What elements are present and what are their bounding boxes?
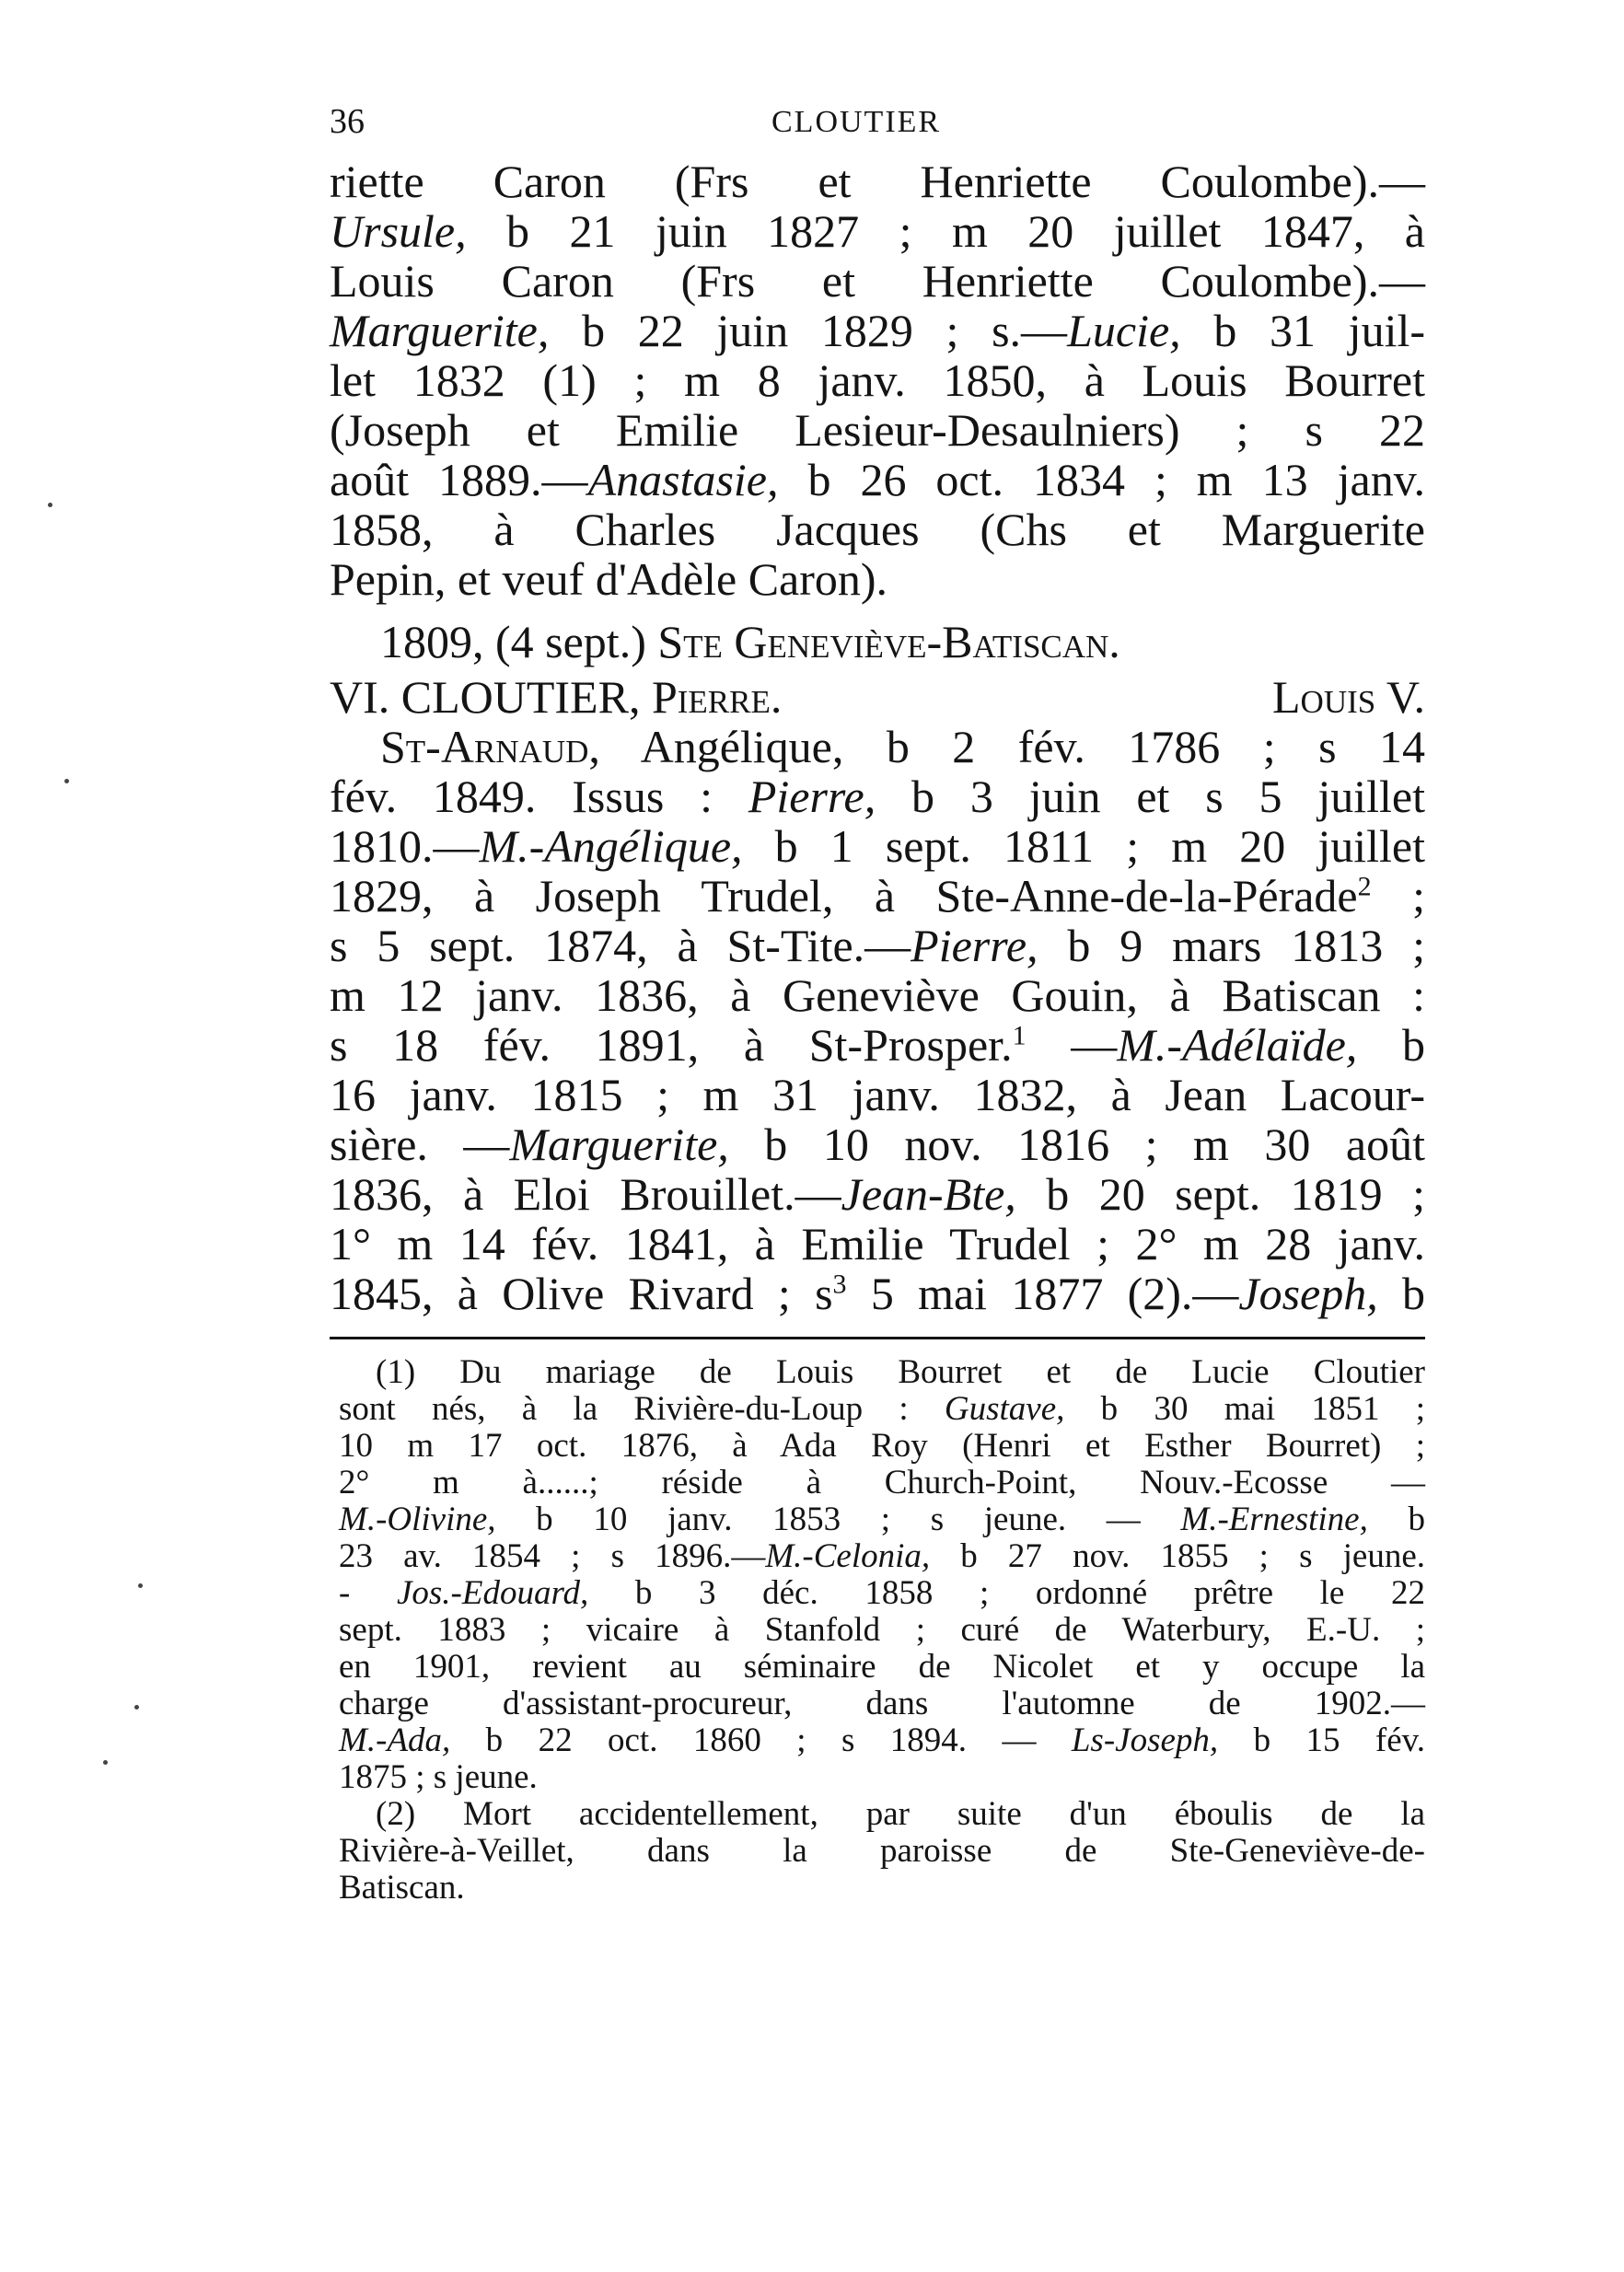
name-pierre: Pierre, bbox=[911, 920, 1038, 971]
name-m-ernestine: M.-Ernestine, bbox=[1180, 1501, 1368, 1538]
page-number: 36 bbox=[330, 102, 365, 141]
text-line bbox=[330, 1169, 1425, 1219]
text-line bbox=[330, 206, 1425, 256]
name-pierre: Pierre, bbox=[748, 771, 876, 822]
text-line: Rivière-à-Veillet, dans la paroisse de Ste-Geneviève-de- bbox=[339, 1832, 1425, 1870]
text-line bbox=[330, 722, 1425, 771]
text-segment: - bbox=[339, 1574, 397, 1612]
text-segment: b bbox=[1377, 1268, 1425, 1319]
text-segment: b 20 sept. 1819 ; bbox=[1015, 1168, 1426, 1220]
name-m-celonia: M.-Celonia, bbox=[765, 1537, 931, 1575]
name-lucie: Lucie, bbox=[1067, 305, 1181, 356]
text-segment: b 3 juin et s 5 juillet bbox=[876, 771, 1425, 822]
text-line bbox=[330, 821, 1425, 871]
text-line bbox=[339, 1391, 1425, 1428]
text-segment: b bbox=[1357, 1019, 1425, 1071]
text-line bbox=[339, 1575, 1425, 1612]
text-line: m 12 janv. 1836, à Geneviève Gouin, à Batiscan : bbox=[330, 969, 1425, 1021]
footnote-divider bbox=[330, 1337, 1425, 1339]
text-segment: 1810.— bbox=[330, 820, 480, 872]
text-line: riette Caron (Frs et Henriette Coulombe).— bbox=[330, 156, 1425, 207]
text-segment: sière. — bbox=[330, 1119, 510, 1170]
text-line: 16 janv. 1815 ; m 31 janv. 1832, à Jean Lacour- bbox=[330, 1069, 1425, 1120]
name-m-adelaide: M.-Adélaïde, bbox=[1117, 1019, 1358, 1071]
text-line: charge d'assistant-procureur, dans l'automne de 1902.— bbox=[339, 1685, 1425, 1722]
text-segment: b 26 oct. 1834 ; m 13 janv. bbox=[778, 454, 1425, 505]
text-line: 10 m 17 oct. 1876, à Ada Roy (Henri et Esther Bourret) ; bbox=[339, 1427, 1425, 1465]
margin-speck bbox=[138, 1583, 143, 1588]
marriage-place: Ste Geneviève-Batiscan. bbox=[657, 616, 1120, 667]
footnote-2 bbox=[339, 1796, 1425, 1907]
superscript: 2 bbox=[1357, 871, 1372, 902]
text-segment: 1845, à Olive Rivard ; s bbox=[330, 1268, 833, 1319]
name-m-angelique: M.-Angélique, bbox=[479, 820, 743, 872]
name-m-ada: M.-Ada, bbox=[339, 1721, 451, 1759]
margin-speck bbox=[48, 503, 52, 507]
footnotes bbox=[330, 1354, 1425, 1907]
margin-speck bbox=[64, 779, 69, 783]
text-segment: b 3 déc. 1858 ; ordonné prêtre le 22 bbox=[588, 1574, 1425, 1612]
text-line: 1858, à Charles Jacques (Chs et Marguerite bbox=[330, 504, 1425, 555]
entry-number-surname: VI. CLOUTIER, bbox=[330, 671, 652, 723]
text-segment: b 22 juin 1829 ; s.— bbox=[549, 305, 1068, 356]
text-segment: 5 mai 1877 (2).— bbox=[846, 1268, 1239, 1319]
text-segment: b 9 mars 1813 ; bbox=[1038, 920, 1425, 971]
superscript: 1 bbox=[1012, 1020, 1027, 1051]
footnote-1 bbox=[339, 1354, 1425, 1796]
text-segment: 1836, à Eloi Brouillet.— bbox=[330, 1168, 841, 1220]
genealogy-entry-heading bbox=[330, 672, 1425, 722]
text-line bbox=[330, 306, 1425, 355]
text-line: Louis Caron (Frs et Henriette Coulombe).— bbox=[330, 255, 1425, 307]
text-line bbox=[330, 617, 1425, 667]
text-segment: Angélique, b 2 fév. 1786 ; s 14 bbox=[599, 721, 1425, 772]
text-line: let 1832 (1) ; m 8 janv. 1850, à Louis Bourret bbox=[330, 354, 1425, 406]
text-line bbox=[339, 1722, 1425, 1759]
text-segment: s 18 fév. 1891, à St-Prosper. bbox=[330, 1019, 1013, 1071]
text-segment: b 22 oct. 1860 ; s 1894. — bbox=[450, 1721, 1072, 1759]
book-page bbox=[330, 92, 1425, 1907]
name-jean-bte: Jean-Bte, bbox=[841, 1168, 1016, 1220]
text-line bbox=[330, 1119, 1425, 1169]
text-segment: 1829, à Joseph Trudel, à Ste-Anne-de-la-Pérade bbox=[330, 870, 1358, 922]
text-line: en 1901, revient au séminaire de Nicolet et y occupe la bbox=[339, 1648, 1425, 1686]
text-segment: b 21 juin 1827 ; m 20 juillet 1847, à bbox=[466, 205, 1425, 257]
entry-father: Louis V. bbox=[1272, 671, 1425, 723]
text-line: Batiscan. bbox=[339, 1869, 465, 1907]
text-segment: sont nés, à la Rivière-du-Loup : bbox=[339, 1390, 945, 1428]
text-segment: 23 av. 1854 ; s 1896.— bbox=[339, 1537, 766, 1575]
text-segment: — bbox=[1026, 1019, 1118, 1071]
text-segment: ; bbox=[1371, 870, 1425, 922]
text-segment: b 30 mai 1851 ; bbox=[1064, 1390, 1425, 1428]
text-segment: fév. 1849. Issus : bbox=[330, 771, 748, 822]
name-marguerite: Marguerite, bbox=[509, 1119, 729, 1170]
running-head bbox=[330, 92, 1425, 156]
text-line: (Joseph et Emilie Lesieur-Desaulniers) ; s 22 bbox=[330, 404, 1425, 456]
text-segment: b bbox=[1367, 1501, 1425, 1538]
text-line: 2° m à......; réside à Church-Point, Nouv.-Ecosse — bbox=[339, 1464, 1425, 1501]
text-line bbox=[330, 1020, 1425, 1070]
marriage-date: 1809, (4 sept.) bbox=[380, 616, 658, 667]
name-gustave: Gustave, bbox=[944, 1390, 1065, 1428]
text-line: (1) Du mariage de Louis Bourret et de Lucie Cloutier bbox=[376, 1353, 1425, 1391]
text-line: (2) Mort accidentellement, par suite d'un éboulis de la bbox=[376, 1795, 1425, 1833]
text-segment: b 15 fév. bbox=[1218, 1721, 1425, 1759]
genealogy-paragraph-continued bbox=[330, 156, 1425, 604]
text-segment: août 1889.— bbox=[330, 454, 588, 505]
main-text bbox=[330, 156, 1425, 1318]
text-line: 1° m 14 fév. 1841, à Emilie Trudel ; 2° m 28 janv. bbox=[330, 1218, 1425, 1269]
name-m-olivine: M.-Olivine, bbox=[339, 1501, 496, 1538]
superscript: 3 bbox=[832, 1269, 847, 1300]
text-line bbox=[330, 455, 1425, 504]
text-segment: b 31 juil- bbox=[1180, 305, 1425, 356]
text-line bbox=[339, 1501, 1425, 1538]
name-joseph: Joseph, bbox=[1238, 1268, 1378, 1319]
text-line bbox=[339, 1538, 1425, 1575]
entry-given-name: Pierre. bbox=[651, 671, 783, 723]
text-line: sept. 1883 ; vicaire à Stanfold ; curé de Waterbury, E.-U. ; bbox=[339, 1611, 1425, 1649]
running-title: CLOUTIER bbox=[771, 105, 942, 139]
spouse-surname: St-Arnaud, bbox=[380, 721, 600, 772]
name-marguerite: Marguerite, bbox=[330, 305, 550, 356]
text-line: 1875 ; s jeune. bbox=[339, 1758, 538, 1796]
text-segment: b 10 janv. 1853 ; s jeune. — bbox=[495, 1501, 1181, 1538]
text-line bbox=[330, 1269, 1425, 1318]
text-line: Pepin, et veuf d'Adèle Caron). bbox=[330, 553, 888, 605]
text-line bbox=[330, 771, 1425, 821]
name-jos-edouard: Jos.-Edouard, bbox=[396, 1574, 589, 1612]
marriage-record-heading bbox=[330, 617, 1425, 667]
name-ls-joseph: Ls-Joseph, bbox=[1071, 1721, 1219, 1759]
text-segment: b 1 sept. 1811 ; m 20 juillet bbox=[742, 820, 1425, 872]
genealogy-paragraph bbox=[330, 722, 1425, 1318]
name-anastasie: Anastasie, bbox=[587, 454, 779, 505]
entry-name bbox=[330, 672, 782, 722]
name-ursule: Ursule, bbox=[330, 205, 467, 257]
text-line bbox=[330, 871, 1425, 921]
margin-speck bbox=[134, 1705, 139, 1710]
text-line bbox=[330, 921, 1425, 970]
text-segment: b 10 nov. 1816 ; m 30 août bbox=[728, 1119, 1426, 1170]
text-segment: b 27 nov. 1855 ; s jeune. bbox=[930, 1537, 1425, 1575]
text-segment: s 5 sept. 1874, à St-Tite.— bbox=[330, 920, 911, 971]
margin-speck bbox=[103, 1760, 108, 1765]
